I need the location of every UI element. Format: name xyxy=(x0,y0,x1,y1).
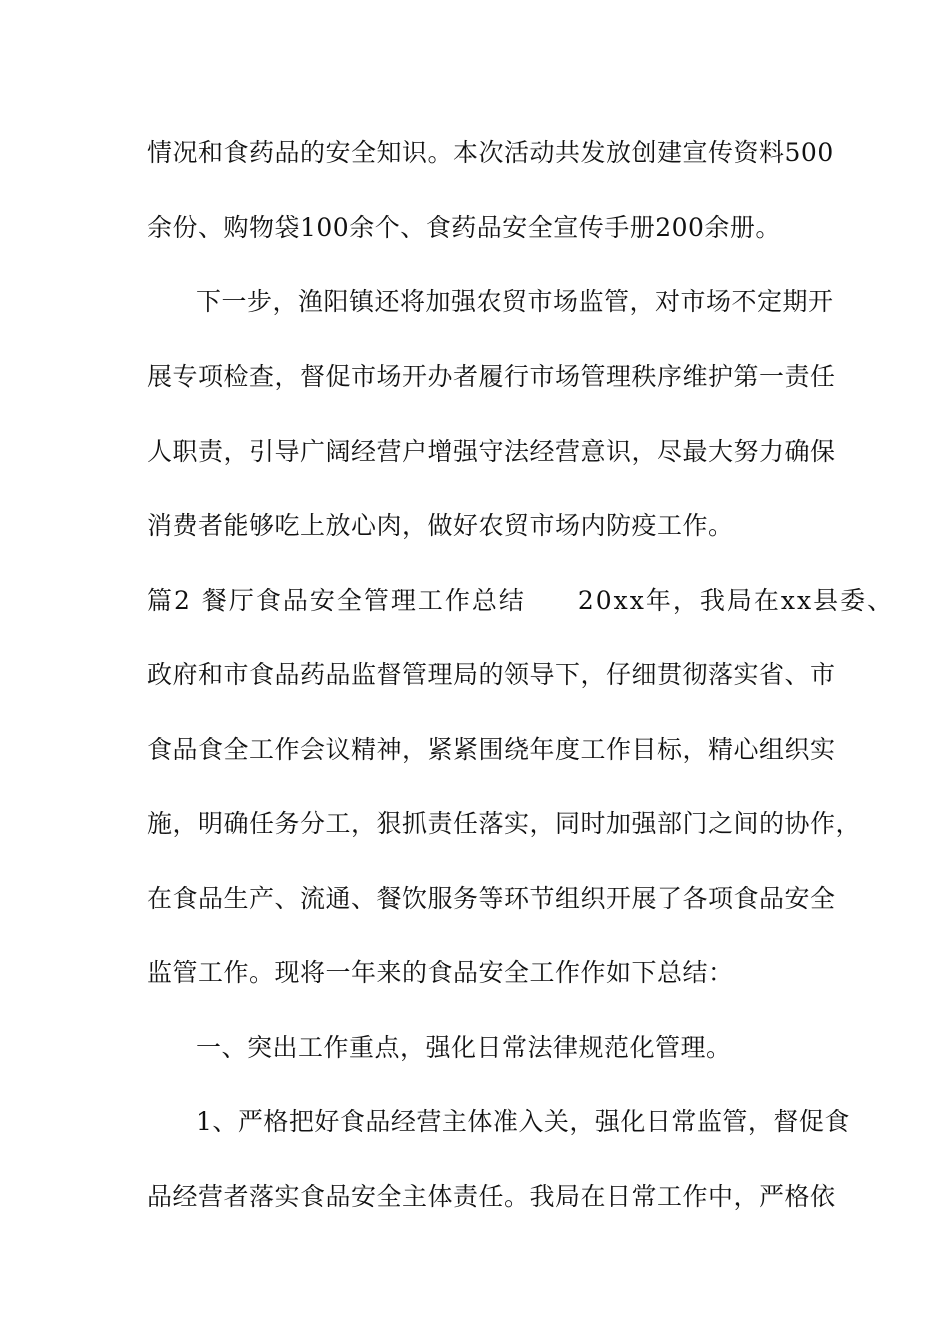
paragraph-line: 展专项检查，督促市场开办者履行市场管理秩序维护第一责任 xyxy=(147,362,836,391)
section-title: 篇2 餐厅食品安全管理工作总结 xyxy=(147,586,526,615)
paragraph-line: 消费者能够吃上放心肉，做好农贸市场内防疫工作。 xyxy=(147,511,734,540)
paragraph-line: 1、严格把好食品经营主体准入关，强化日常监管，督促食 xyxy=(196,1107,850,1136)
paragraph-line: 施，明确任务分工，狠抓责任落实，同时加强部门之间的协作， xyxy=(147,809,862,838)
paragraph-line: 在食品生产、流通、餐饮服务等环节组织开展了各项食品安全 xyxy=(147,884,836,913)
subheading-line: 一、突出工作重点，强化日常法律规范化管理。 xyxy=(196,1033,732,1062)
section-lead-text: 20xx年，我局在xx县委、 xyxy=(577,586,895,615)
paragraph-line: 品经营者落实食品安全主体责任。我局在日常工作中，严格依 xyxy=(147,1182,836,1211)
paragraph-line: 人职责，引导广阔经营户增强守法经营意识，尽最大努力确保 xyxy=(147,437,836,466)
paragraph-line: 情况和食药品的安全知识。本次活动共发放创建宣传资料500 xyxy=(147,138,834,167)
paragraph-line: 监管工作。现将一年来的食品安全工作作如下总结： xyxy=(147,958,734,987)
section-heading xyxy=(147,585,895,617)
paragraph-line: 食品食全工作会议精神，紧紧围绕年度工作目标，精心组织实 xyxy=(147,735,836,764)
paragraph-line: 余份、购物袋100余个、食药品安全宣传手册200余册。 xyxy=(147,213,781,242)
paragraph-line: 下一步，渔阳镇还将加强农贸市场监管，对市场不定期开 xyxy=(196,287,834,316)
paragraph-line: 政府和市食品药品监督管理局的领导下，仔细贯彻落实省、市 xyxy=(147,660,836,689)
